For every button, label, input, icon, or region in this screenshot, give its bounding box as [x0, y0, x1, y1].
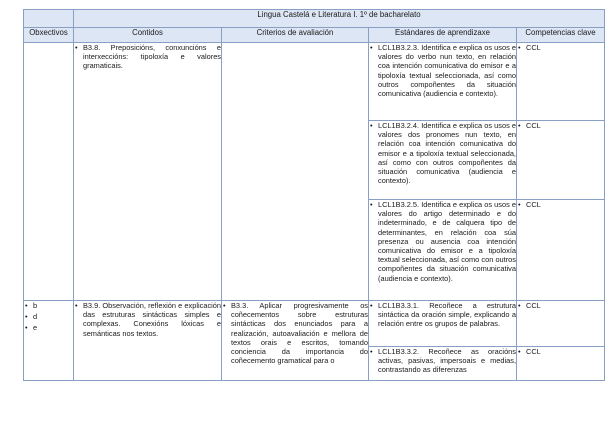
contidos-cell — [74, 301, 222, 381]
header-obxectivos: Obxectivos — [24, 28, 74, 43]
criterios-cell-empty — [222, 43, 369, 301]
table-row — [24, 301, 605, 347]
contidos-cell — [74, 43, 222, 301]
contidos-item: • B3.8. Preposicións, conxuncións e interxeccións: tipoloxía e valores gramaticais. — [74, 43, 221, 71]
obxectivos-cell — [24, 301, 74, 381]
criterios-cell — [222, 301, 369, 381]
estandar-cell — [369, 301, 517, 347]
obxectivo-item: • b — [24, 301, 73, 310]
estandar-item: • LCL1B3.2.3. Identifica e explica os usos e valores do verbo nun texto, en relación coa intención comunicativa do emisor e a tipoloxía textual seleccionada, así como outros compoñentes da situación comunicativa (audiencia e contexto). — [369, 43, 516, 98]
title-spacer-cell — [24, 10, 74, 28]
header-criterios: Criterios de avaliación — [222, 28, 369, 43]
estandar-item: • LCL1B3.2.4. Identifica e explica os usos e valores dos pronomes nun texto, en relación coa intención comunicativa do emisor e a tipoloxía textual seleccionada, así como con outros compoñentes da situación comunicativa (audiencia e contexto). — [369, 121, 516, 185]
header-estandares: Estándares de aprendizaxe — [369, 28, 517, 43]
competencia-item: • CCL — [517, 200, 604, 209]
competencia-item: • CCL — [517, 121, 604, 130]
curriculum-table — [23, 9, 605, 381]
table-title: Lingua Castelá e Literatura I. 1º de bacharelato — [74, 10, 605, 28]
header-contidos: Contidos — [74, 28, 222, 43]
curriculum-table-frame — [23, 9, 604, 381]
contidos-item: • B3.9. Observación, reflexión e explicación das estruturas sintácticas simples e complexas. Conexións lóxicas e semánticas nos textos. — [74, 301, 221, 338]
estandar-item: • LCL1B3.3.1. Recoñece a estrutura sintáctica da oración simple, explicando a relación entre os grupos de palabras. — [369, 301, 516, 329]
competencia-item: • CCL — [517, 43, 604, 52]
competencia-cell — [517, 121, 605, 200]
competencia-cell — [517, 43, 605, 121]
table-row — [24, 43, 605, 121]
estandar-item: • LCL1B3.2.5. Identifica e explica os usos e valores do artigo determinado e do indeterminado, e de calquera tipo de determinantes, en relación coa súa presenza ou ausencia coa intención comunicativa do emisor e a tipoloxía textual seleccionada, así como con outros compoñentes da situación comunicativa (audiencia e contexto). — [369, 200, 516, 283]
competencia-item: • CCL — [517, 301, 604, 310]
criterio-item: • B3.3. Aplicar progresivamente os coñecementos sobre estruturas sintácticas dos enunciados para a realización, autoavaliación e mellora de textos orais e escritos, tomando conciencia da importancia do coñecemento gramatical para o — [222, 301, 368, 365]
estandar-cell — [369, 200, 517, 301]
obxectivo-item: • d — [24, 312, 73, 321]
estandar-item: • LCL1B3.3.2. Recoñece as oracións activas, pasivas, impersoais e medias, contrastando as diferenzas — [369, 347, 516, 375]
estandar-cell — [369, 347, 517, 381]
competencia-cell — [517, 347, 605, 381]
competencia-item: • CCL — [517, 347, 604, 356]
competencia-cell — [517, 200, 605, 301]
estandar-cell — [369, 121, 517, 200]
header-competencias: Competencias clave — [517, 28, 605, 43]
competencia-cell — [517, 301, 605, 347]
obxectivo-item: • e — [24, 323, 73, 332]
estandar-cell — [369, 43, 517, 121]
obxectivos-cell-empty — [24, 43, 74, 301]
